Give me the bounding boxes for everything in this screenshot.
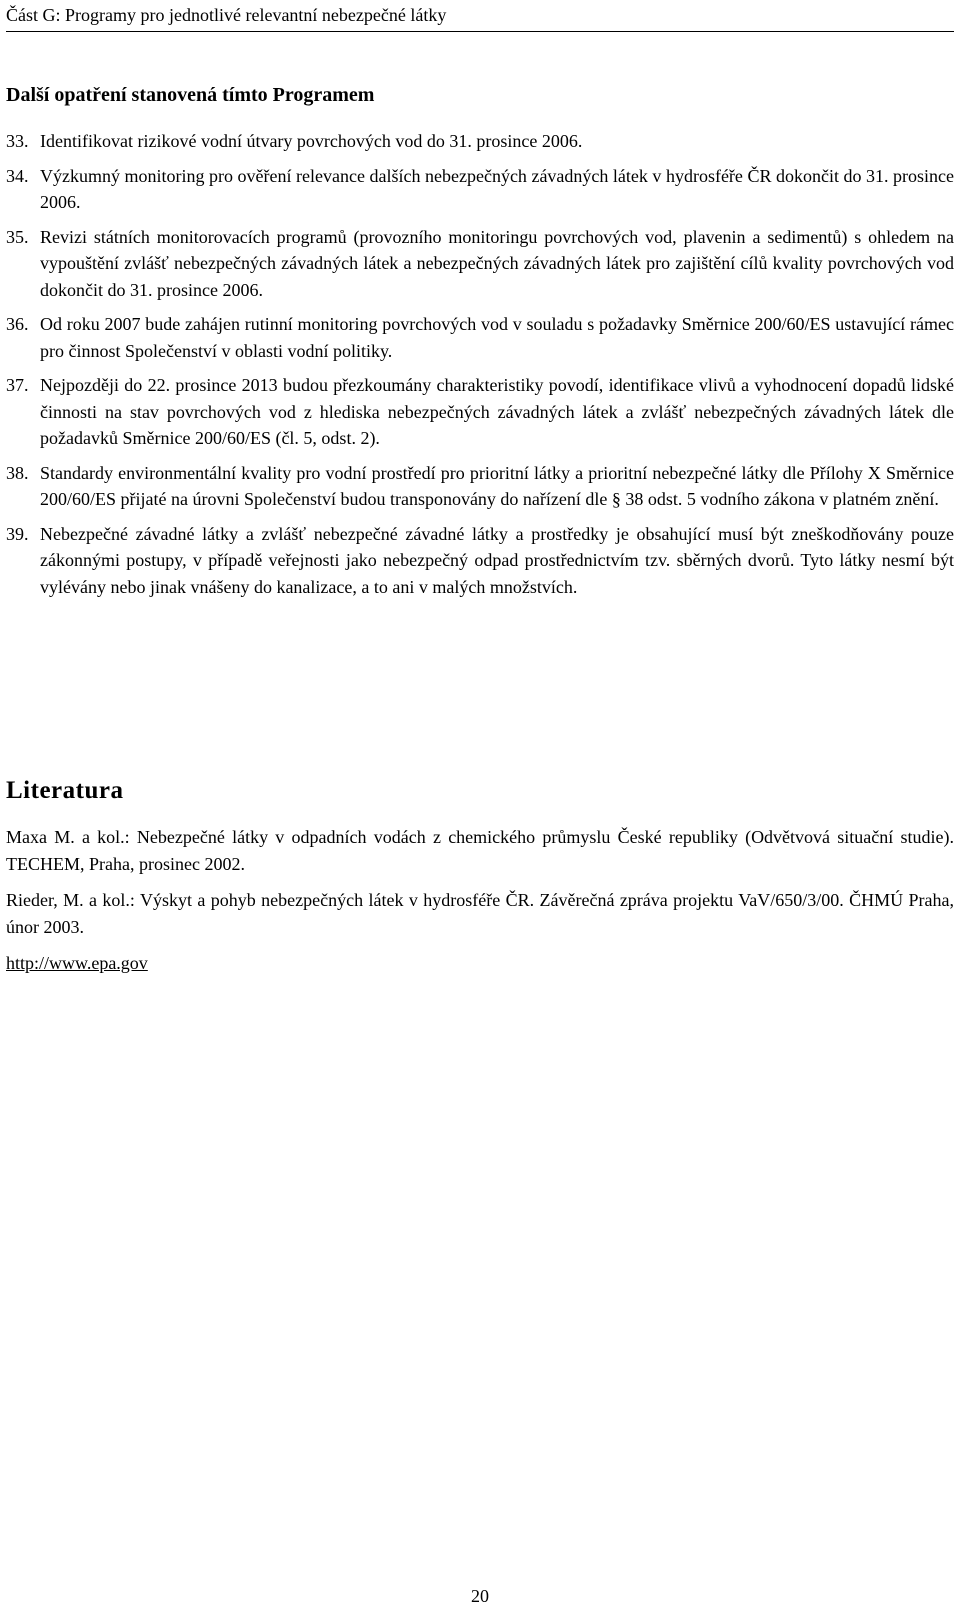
measure-number: 35. <box>6 226 29 247</box>
measure-number: 39. <box>6 523 29 544</box>
measure-item <box>6 521 954 601</box>
epa-link[interactable]: http://www.epa.gov <box>6 953 148 973</box>
measure-text: Identifikovat rizikové vodní útvary povrchových vod do 31. prosince 2006. <box>40 131 583 151</box>
measure-number: 38. <box>6 462 29 483</box>
measure-item <box>6 163 954 216</box>
measure-item <box>6 460 954 513</box>
measure-item <box>6 311 954 364</box>
measure-item <box>6 224 954 304</box>
reference-item: Rieder, M. a kol.: Výskyt a pohyb nebezpečných látek v hydrosféře ČR. Závěrečná zpráva projektu VaV/650/3/00. ČHMÚ Praha, únor 2003. <box>6 890 954 937</box>
measure-item <box>6 372 954 452</box>
measure-text: Nebezpečné závadné látky a zvlášť nebezpečné závadné látky a prostředky je obsahující musí být zneškodňovány pouze zákonnými postupy, v případě veřejnosti jako nebezpečný odpad prostřednictvím tzv. sběrných dvorů. Tyto látky nesmí být vylévány nebo jinak vnášeny do kanalizace, a to ani v malých množstvích. <box>40 523 954 597</box>
references-list <box>6 824 954 987</box>
section-heading: Další opatření stanovená tímto Programem <box>6 84 375 106</box>
measure-number: 36. <box>6 314 29 334</box>
reference-link-item <box>6 950 954 977</box>
measure-text: Od roku 2007 bude zahájen rutinní monitoring povrchových vod v souladu s požadavky Směrnice 200/60/ES ustavující rámec pro činnost Společenství v oblasti vodní politiky. <box>40 314 954 361</box>
measure-text: Výzkumný monitoring pro ověření relevance dalších nebezpečných závadných látek v hydrosféře ČR dokončit do 31. prosince 2006. <box>40 165 954 212</box>
measure-text: Standardy environmentální kvality pro vodní prostředí pro prioritní látky a prioritní nebezpečné látky dle Přílohy X Směrnice 200/60/ES přijaté na úrovni Společenství budou transponovány do nařízení dle § 38 odst. 5 vodního zákona v platném znění. <box>40 462 954 509</box>
measure-number: 34. <box>6 165 29 186</box>
running-header: Část G: Programy pro jednotlivé relevantní nebezpečné látky <box>6 4 954 32</box>
literature-heading: Literatura <box>6 777 124 804</box>
measure-item <box>6 128 954 155</box>
measure-text: Revizi státních monitorovacích programů (provozního monitoringu povrchových vod, plavenin a sedimentů) s ohledem na vypouštění zvlášť nebezpečných závadných látek a nebezpečných závadných látek pro zajištění cílů kvality povrchových vod dokončit do 31. prosince 2006. <box>40 226 954 300</box>
measures-list <box>6 128 954 608</box>
measure-text: Nejpozději do 22. prosince 2013 budou přezkoumány charakteristiky povodí, identifikace vlivů a vyhodnocení dopadů lidské činnosti na stav povrchových vod z hlediska nebezpečných závadných látek a zvlášť nebezpečných závadných látek dle požadavků Směrnice 200/60/ES (čl. 5, odst. 2). <box>40 375 954 448</box>
measure-number: 37. <box>6 375 29 395</box>
measure-number: 33. <box>6 131 29 151</box>
page-number: 20 <box>471 1586 489 1606</box>
reference-item: Maxa M. a kol.: Nebezpečné látky v odpadních vodách z chemického průmyslu České republiky (Odvětvová situační studie). TECHEM, Praha, prosinec 2002. <box>6 827 954 874</box>
